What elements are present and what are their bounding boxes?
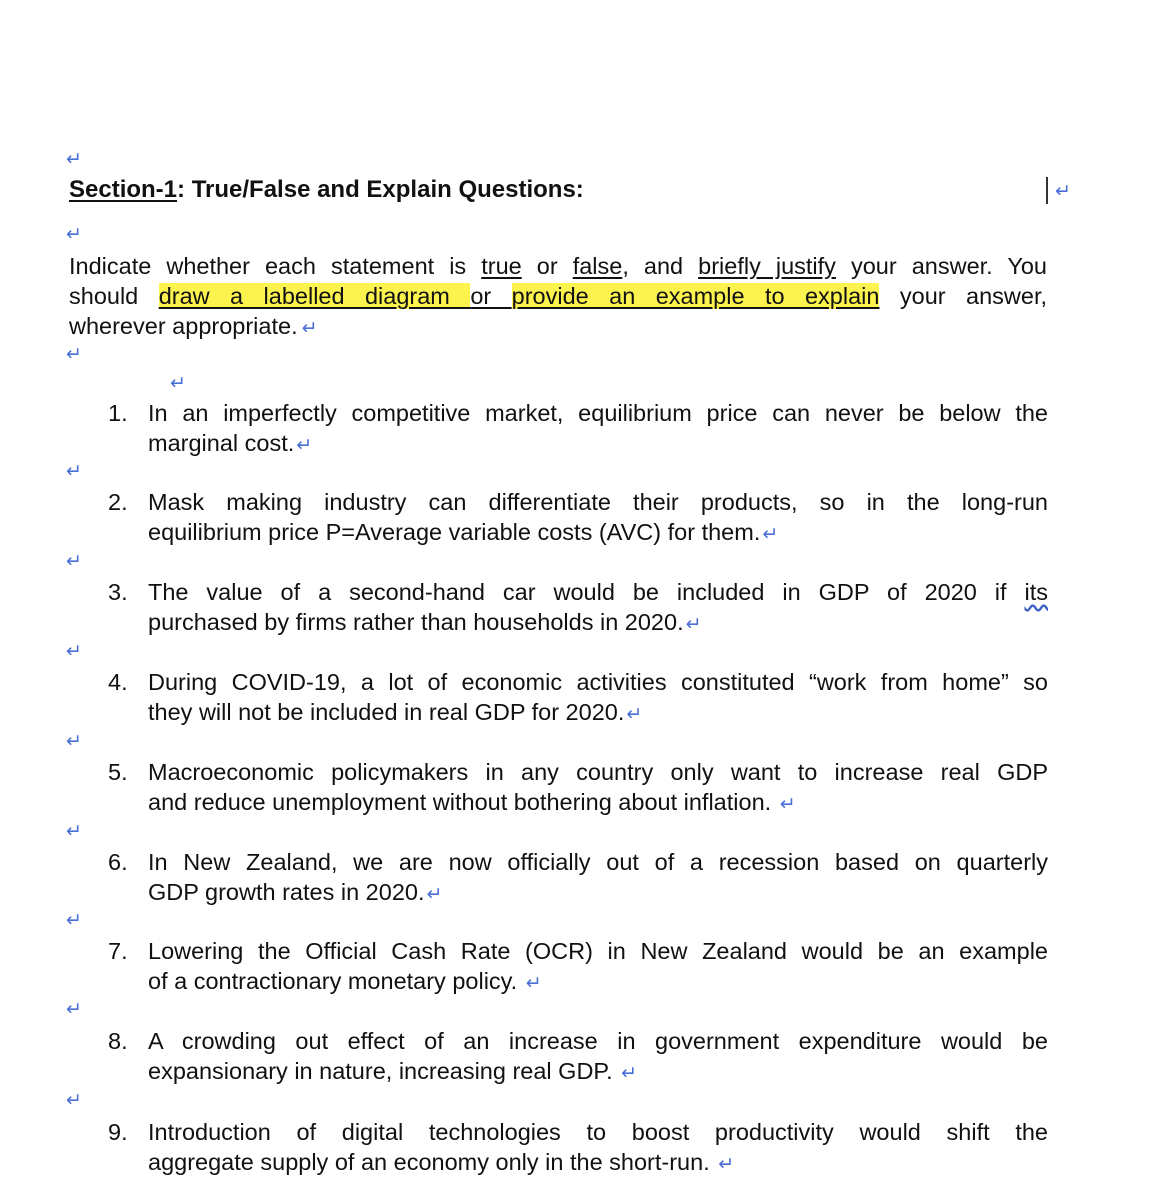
paragraph-mark-icon: ↵ bbox=[66, 550, 82, 572]
paragraph-mark-icon: ↵ bbox=[66, 909, 82, 931]
intro-text: wherever appropriate. bbox=[69, 313, 298, 339]
paragraph-mark-icon: ↵ bbox=[66, 998, 82, 1020]
paragraph-mark-icon: ↵ bbox=[66, 1089, 82, 1111]
question-9 bbox=[108, 1117, 1048, 1177]
question-8 bbox=[108, 1026, 1048, 1086]
paragraph-mark-icon: ↵ bbox=[621, 1062, 638, 1084]
question-number: 8. bbox=[108, 1028, 128, 1054]
question-text-line: of a contractionary monetary policy. bbox=[148, 968, 524, 994]
intro-briefly-justify: briefly justify bbox=[698, 253, 836, 279]
question-text-line: A crowding out effect of an increase in government expenditure would be bbox=[148, 1028, 1048, 1054]
paragraph-mark-icon: ↵ bbox=[66, 460, 82, 482]
intro-false: false bbox=[572, 253, 623, 279]
section-label: Section-1 bbox=[69, 176, 178, 203]
intro-text: Indicate whether each statement is bbox=[69, 253, 482, 279]
question-text-line: During COVID-19, a lot of economic activities constituted “work from home” so bbox=[148, 669, 1048, 695]
section-heading bbox=[69, 176, 584, 204]
question-text-line: Lowering the Official Cash Rate (OCR) in New Zealand would be an example bbox=[148, 938, 1048, 964]
paragraph-mark-icon: ↵ bbox=[525, 972, 542, 994]
intro-line-2 bbox=[69, 281, 1047, 311]
question-number: 9. bbox=[108, 1119, 128, 1145]
question-text-line: In New Zealand, we are now officially out of a recession based on quarterly bbox=[148, 849, 1048, 875]
question-4 bbox=[108, 667, 1048, 727]
question-number: 3. bbox=[108, 579, 128, 605]
intro-text: should bbox=[69, 283, 159, 309]
question-text-line: Introduction of digital technologies to boost productivity would shift the bbox=[148, 1119, 1048, 1145]
question-text-line: expansionary in nature, increasing real GDP. bbox=[148, 1058, 620, 1084]
question-text-line: purchased by firms rather than households in 2020. bbox=[148, 609, 684, 635]
paragraph-mark-icon: ↵ bbox=[762, 523, 779, 545]
paragraph-mark-icon: ↵ bbox=[170, 372, 186, 394]
question-number: 6. bbox=[108, 849, 128, 875]
intro-text: or bbox=[521, 253, 573, 279]
paragraph-mark-icon: ↵ bbox=[296, 434, 313, 456]
question-6 bbox=[108, 847, 1048, 907]
intro-true: true bbox=[481, 253, 522, 279]
question-7 bbox=[108, 936, 1048, 996]
paragraph-mark-icon: ↵ bbox=[66, 730, 82, 752]
question-3 bbox=[108, 577, 1048, 637]
instructions-paragraph bbox=[69, 251, 1047, 341]
intro-or: or bbox=[470, 283, 512, 309]
question-number: 7. bbox=[108, 938, 128, 964]
question-2 bbox=[108, 487, 1048, 547]
paragraph-mark-icon: ↵ bbox=[1055, 180, 1071, 202]
intro-text: , and bbox=[622, 253, 699, 279]
question-1 bbox=[108, 398, 1048, 458]
question-text-line: and reduce unemployment without bothering about inflation. bbox=[148, 789, 778, 815]
question-text-line: GDP growth rates in 2020. bbox=[148, 879, 425, 905]
question-text-line: The value of a second-hand car would be included in GDP of 2020 if bbox=[148, 579, 1025, 605]
question-text-line: In an imperfectly competitive market, equilibrium price can never be below the bbox=[148, 400, 1048, 426]
grammar-flag-its[interactable]: its bbox=[1024, 579, 1048, 605]
paragraph-mark-icon: ↵ bbox=[66, 820, 82, 842]
paragraph-mark-icon: ↵ bbox=[685, 613, 702, 635]
question-5 bbox=[108, 757, 1048, 817]
highlight-provide-example: provide an example to explain bbox=[511, 283, 880, 309]
question-number: 2. bbox=[108, 489, 128, 515]
paragraph-mark-icon: ↵ bbox=[66, 640, 82, 662]
question-text-line: equilibrium price P=Average variable costs (AVC) for them. bbox=[148, 519, 761, 545]
paragraph-mark-icon: ↵ bbox=[66, 343, 82, 365]
paragraph-mark-icon: ↵ bbox=[626, 703, 643, 725]
section-title-text: : True/False and Explain Questions: bbox=[177, 176, 584, 203]
question-number: 5. bbox=[108, 759, 128, 785]
paragraph-mark-icon: ↵ bbox=[301, 317, 318, 339]
intro-text: your answer. You bbox=[835, 253, 1047, 279]
intro-line-1 bbox=[69, 251, 1047, 281]
question-text-line: Macroeconomic policymakers in any country only want to increase real GDP bbox=[148, 759, 1048, 785]
paragraph-mark-icon: ↵ bbox=[718, 1153, 735, 1175]
highlight-draw-diagram: draw a labelled diagram bbox=[158, 283, 471, 309]
question-text-line: aggregate supply of an economy only in the short-run. bbox=[148, 1149, 717, 1175]
paragraph-mark-icon: ↵ bbox=[66, 148, 82, 170]
question-text-line: marginal cost. bbox=[148, 430, 295, 456]
text-cursor bbox=[1046, 177, 1048, 204]
paragraph-mark-icon: ↵ bbox=[426, 883, 443, 905]
intro-line-3 bbox=[69, 311, 1047, 341]
question-text-line: they will not be included in real GDP for 2020. bbox=[148, 699, 625, 725]
question-number: 1. bbox=[108, 400, 128, 426]
question-text-line: Mask making industry can differentiate their products, so in the long-run bbox=[148, 489, 1048, 515]
paragraph-mark-icon: ↵ bbox=[779, 793, 796, 815]
question-number: 4. bbox=[108, 669, 128, 695]
paragraph-mark-icon: ↵ bbox=[66, 223, 82, 245]
intro-text: your answer, bbox=[879, 283, 1048, 309]
